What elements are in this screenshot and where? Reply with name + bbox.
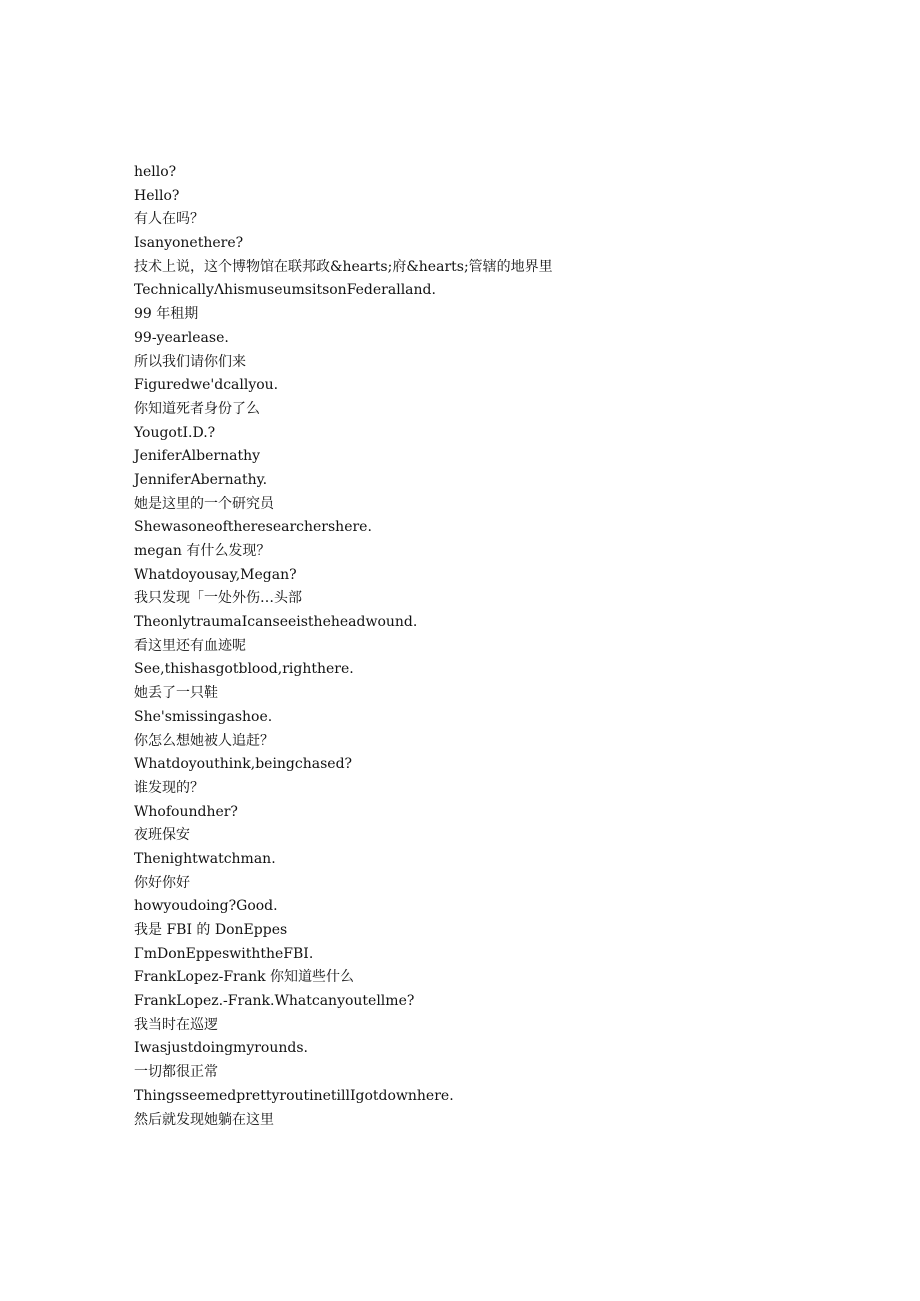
transcript-line: 你好你好 bbox=[134, 874, 190, 891]
transcript-line: megan 有什么发现？ bbox=[134, 543, 271, 559]
transcript-line: 看这里还有血迹呢 bbox=[134, 637, 246, 654]
transcript-line: YougotI.D.? bbox=[134, 424, 216, 441]
transcript-line: 她是这里的一个研究员 bbox=[134, 495, 274, 512]
transcript-line: FrankLopez.-Frank.Whatcanyoutellme? bbox=[134, 993, 415, 1010]
transcript-line: TheonlytraumaIcanseeistheheadwound. bbox=[134, 614, 418, 631]
transcript-line: ThingsseemedprettyroutinetillIgotdownhere. bbox=[134, 1087, 454, 1104]
transcript-line: 谁发现的？ bbox=[134, 779, 204, 796]
transcript-line: Hello? bbox=[134, 187, 180, 204]
transcript-line: Whofoundher? bbox=[134, 803, 238, 820]
transcript-line: 你知道死者身份了么 bbox=[134, 400, 260, 417]
transcript-line: 你怎么想她被人追赶？ bbox=[134, 732, 274, 749]
transcript-line: She'smissingashoe. bbox=[134, 708, 273, 725]
transcript-line: Thenightwatchman. bbox=[134, 850, 276, 867]
transcript-line: TechnicallyΛhismuseumsitsonFederalland. bbox=[134, 282, 436, 299]
transcript-line: 夜班保安 bbox=[134, 827, 190, 844]
transcript-line: hello? bbox=[134, 164, 177, 180]
transcript-line: howyoudoing?Good. bbox=[134, 898, 278, 915]
transcript-line: ΓmDonEppeswiththeFBI. bbox=[134, 945, 314, 962]
transcript-line: JeniferAlbernathy bbox=[134, 448, 260, 465]
transcript-line: 她丢了一只鞋 bbox=[134, 685, 218, 702]
transcript-body bbox=[134, 161, 834, 1132]
transcript-line: Whatdoyouthink,beingchased? bbox=[134, 756, 353, 773]
transcript-line: 一切都很正常 bbox=[134, 1064, 218, 1081]
transcript-line: See,thishasgotblood,righthere. bbox=[134, 661, 354, 678]
transcript-line: Shewasoneoftheresearchershere. bbox=[134, 519, 372, 536]
transcript-line: 我只发现「一处外伤…头部 bbox=[134, 590, 302, 607]
transcript-line: 技术上说，这个博物馆在联邦政&hearts;府&hearts;管辖的地界里 bbox=[134, 258, 553, 275]
transcript-line: 我当时在巡逻 bbox=[134, 1016, 218, 1033]
transcript-line: 有人在吗？ bbox=[134, 211, 204, 228]
transcript-line: Iwasjustdoingmyrounds. bbox=[134, 1040, 308, 1057]
transcript-line: FrankLopez-Frank 你知道些什么 bbox=[134, 969, 355, 986]
transcript-line: Whatdoyousay,Megan? bbox=[134, 566, 297, 583]
transcript-line: Isanyonethere? bbox=[134, 235, 244, 252]
transcript-line: 然后就发现她躺在这里 bbox=[134, 1111, 274, 1128]
transcript-line: Figuredwe'dcallyou. bbox=[134, 377, 279, 394]
transcript-line: 99-yearlease. bbox=[134, 329, 229, 346]
transcript-line: 我是 FBI 的 DonEppes bbox=[134, 922, 288, 938]
transcript-line: JenniferAbernathy. bbox=[134, 471, 268, 488]
transcript-line: 所以我们请你们来 bbox=[134, 353, 246, 370]
transcript-line: 99 年租期 bbox=[134, 306, 199, 323]
